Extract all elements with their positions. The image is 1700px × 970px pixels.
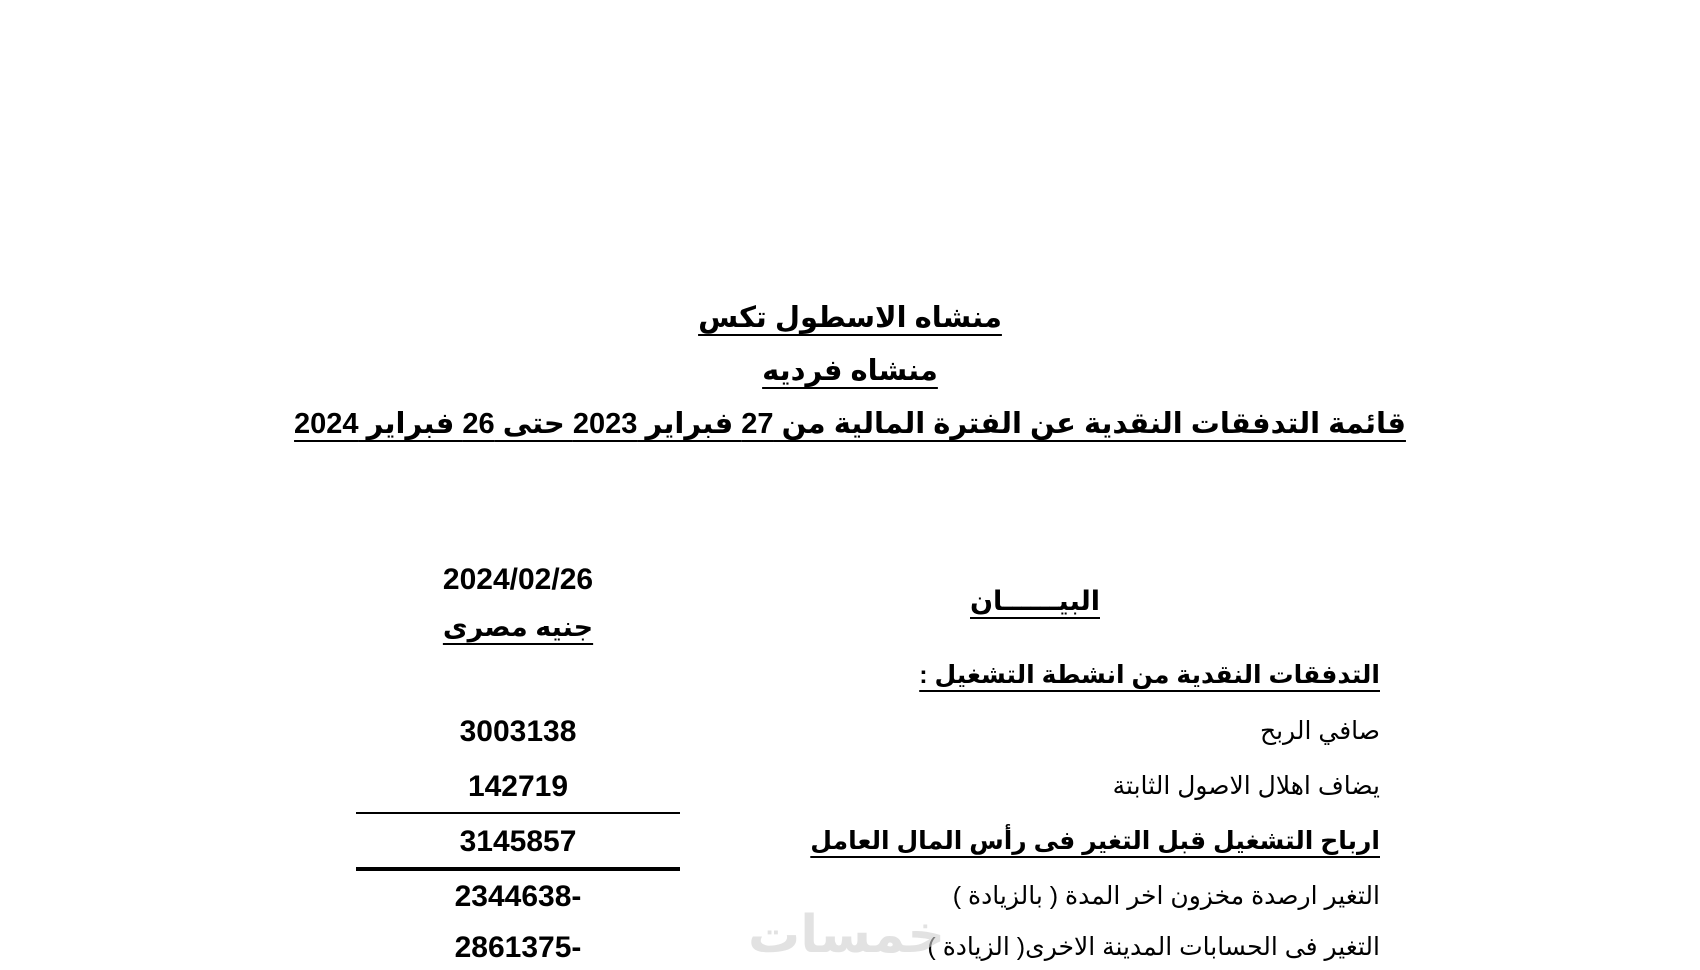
column-currency: جنيه مصرى — [442, 612, 594, 642]
column-description-label: البيــــــان — [970, 586, 1100, 616]
company-name-row — [0, 300, 1700, 335]
total-rule — [356, 867, 680, 871]
row-receivables-change-amount: 2861375- — [454, 931, 582, 964]
row-net-profit-amount: 3003138 — [459, 715, 577, 748]
statement-title: قائمة التدفقات النقدية عن الفترة المالية من 27 فبراير 2023 حتى 26 فبراير 2024 — [294, 408, 1406, 440]
company-name: منشاه الاسطول تكس — [698, 302, 1002, 334]
operating-section-title: التدفقات النقدية من انشطة التشغيل : — [919, 661, 1380, 689]
row-depreciation-label: يضاف اهلال الاصول الثابتة — [1112, 772, 1380, 800]
subtotal-rule — [356, 812, 680, 814]
entity-type-row — [0, 353, 1700, 388]
row-operating-profit-label: ارباح التشغيل قبل التغير فى رأس المال العامل — [810, 827, 1380, 855]
watermark-logo: خمسات — [748, 906, 946, 964]
row-net-profit-label: صافي الربح — [1259, 717, 1380, 745]
column-date: 2024/02/26 — [442, 563, 594, 596]
row-depreciation-amount: 142719 — [467, 770, 569, 803]
row-operating-profit-amount: 3145857 — [459, 825, 577, 858]
statement-title-row — [0, 406, 1700, 441]
entity-type: منشاه فرديه — [762, 355, 938, 387]
row-receivables-change-label: التغير فى الحسابات المدينة الاخرى( الزيادة ) — [927, 933, 1380, 961]
row-inventory-change-label: التغير ارصدة مخزون اخر المدة ( بالزيادة ) — [952, 882, 1380, 910]
row-inventory-change-amount: 2344638- — [454, 880, 582, 913]
